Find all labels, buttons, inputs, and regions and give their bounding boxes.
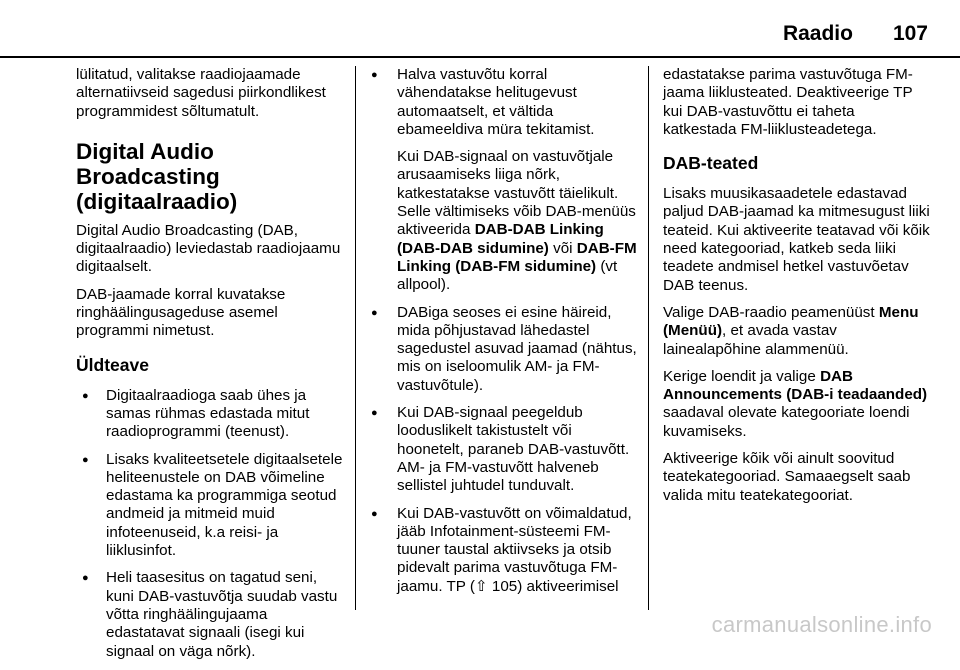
overview-list <box>76 387 344 661</box>
list-item: ● Kui DAB-signaal peegeldub looduslikelt takistustelt või hoonetelt, paraneb DAB-vastuvõtt. AM- ja FM-vastuvõtt halveneb sellistel juhtudel tunduvalt. <box>371 404 637 495</box>
header-title: Raadio <box>782 22 853 45</box>
announcements-paragraph-1: Lisaks muusikasaadetele edastavad paljud DAB-jaamad ka mitmesugust liiki teateid. Kui aktiveerite teatavad või kõik need kategooriad, katkeb seda liiki teadete andmisel hetkel vastuvõetav DAB teenus. <box>663 185 930 294</box>
subsection-title: Üldteave <box>76 354 149 375</box>
intro-paragraph: lülitatud, valitakse raadiojaamade alternatiivseid sagedusi piirkondlikest programmidest sõltumatult. <box>76 66 326 120</box>
subsection-title: DAB-teated <box>663 153 759 174</box>
list-item <box>371 505 637 596</box>
list-item-subparagraph <box>397 148 637 294</box>
list-item: ● Heli taasesitus on tagatud seni, kuni DAB-vastuvõtja suudab vastu võtta ringhäälingujaama edastatavat signaali (isegi kui signaal on väga nõrk). <box>76 569 344 660</box>
list-item: ● Lisaks kvaliteetsetele digitaalsetele heliteenustele on DAB võimeline edastama ka programmiga seotud andmeid ja mitmeid muid infoteenuseid, k.a reisi- ja liiklusinfot. <box>76 451 344 561</box>
announcements-paragraph-3 <box>663 368 931 441</box>
menu-label: Menu (Menüü) <box>663 303 919 340</box>
list-item-text: Halva vastuvõtu korral vähendatakse helitugevust automaatselt, et vältida ebameeldiva müra tekitamist. <box>397 66 595 138</box>
list-item-text: ) aktiveerimisel <box>517 577 619 595</box>
announcements-paragraph-4: Aktiveerige kõik või ainult soovitud teatekategooriad. Samaaegselt saab valida mitu teatekategooriat. <box>663 450 911 504</box>
sub-text: või <box>553 239 573 257</box>
text: Kerige loendit ja valige <box>663 367 816 385</box>
page-header <box>783 22 928 46</box>
sub-text: Kui DAB-signaal on vastuvõtjale arusaamiseks liiga nõrk, katkestatakse vastuvõtt täielikult. Selle vältimiseks võib DAB-menüüs aktiveerida <box>397 148 636 239</box>
announcements-paragraph-2 <box>663 304 931 359</box>
text: Valige DAB-raadio peamenüüst <box>663 303 875 321</box>
header-rule <box>0 56 960 58</box>
menu-option-dab-fm: DAB-FM Linking (DAB-FM sidumine) <box>397 239 637 275</box>
column-divider-2 <box>648 66 649 610</box>
menu-option-dab-dab: DAB-DAB Linking (DAB-DAB sidumine) <box>397 221 604 257</box>
text: saadaval olevate kategooriate loendi kuvamiseks. <box>663 404 910 440</box>
list-item <box>371 66 637 295</box>
dab-paragraph-1: Digital Audio Broadcasting (DAB, digitaalraadio) leviedastab raadiojaamu digitaalselt. <box>76 221 341 276</box>
column-1 <box>76 66 344 670</box>
watermark: carmanualsonline.info <box>711 612 932 637</box>
column-3 <box>663 66 931 514</box>
column-2 <box>371 66 637 605</box>
dab-list <box>371 66 637 596</box>
section-title: Digital Audio Broadcasting (digitaalraadio) <box>76 138 238 214</box>
list-item-text: Kui DAB-vastuvõtt on võimaldatud, jääb Infotainment-süsteemi FM-tuuner taustal aktiivseks ja otsib pidevalt parima vastuvõtuga FM-jaamu. TP ( <box>397 504 632 595</box>
dab-paragraph-2: DAB-jaamade korral kuvatakse ringhäälingusageduse asemel programmi nimetust. <box>76 285 286 340</box>
text: , et avada vastav lainealapõhine alammenüü. <box>663 322 849 358</box>
list-item: ● DABiga seoses ei esine häireid, mida põhjustavad lähedastel sagedustel asuvad jaamad (nähtus, mis on iseloomulik AM- ja FM-vastuvõtule). <box>371 304 637 395</box>
column-divider-1 <box>355 66 356 610</box>
page-reference: ⇧ 105 <box>474 577 518 595</box>
sub-text: (vt allpool). <box>397 257 618 294</box>
page-number: 107 <box>892 22 928 45</box>
continued-text: edastatakse parima vastuvõtuga FM-jaama liiklusteated. Deaktiveerige TP kui DAB-vastuvõttu ei taheta katkestada FM-liiklusteadetega. <box>663 66 913 138</box>
list-item: ● Digitaalraadioga saab ühes ja samas rühmas edastada mitut raadioprogrammi (teenust). <box>76 387 344 442</box>
menu-label: DAB Announcements (DAB-i teadaanded) <box>663 367 928 404</box>
